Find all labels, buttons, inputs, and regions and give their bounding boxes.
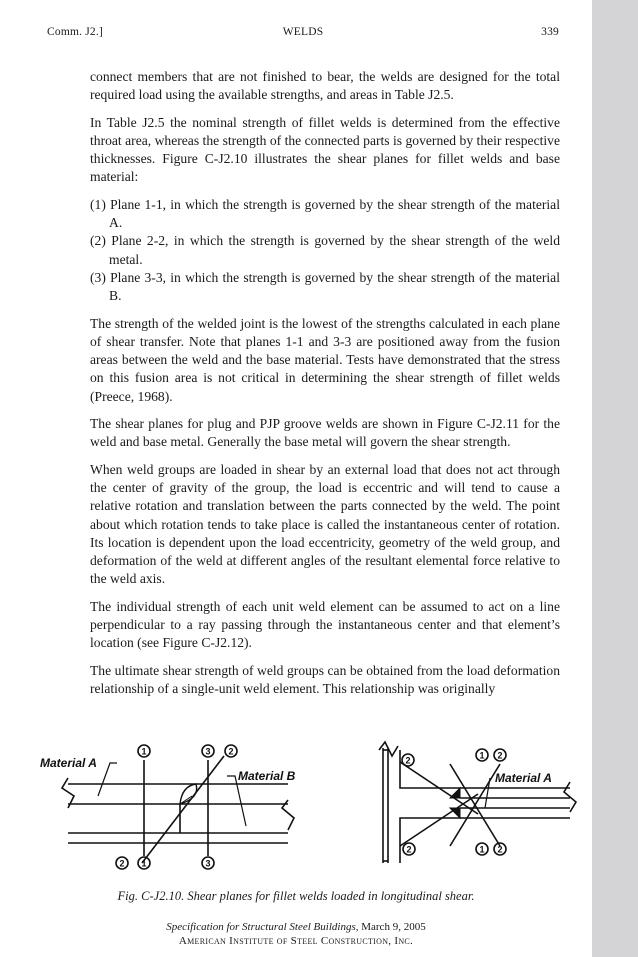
shear-plane-list (90, 196, 560, 306)
footer-date: March 9, 2005 (358, 921, 426, 933)
plane-label-2: 2 (497, 844, 503, 855)
list-item: (2) Plane 2-2, in which the strength is governed by the shear strength of the weld metal. (90, 233, 560, 267)
paragraph: The individual strength of each unit weld element can be assumed to act on a line perpendicular to a ray passing through the instantaneous center and that element’s location (see Figure C-J2.12). (90, 598, 560, 651)
footer-publisher: American Institute of Steel Construction, Inc. (178, 935, 414, 947)
paragraph: When weld groups are loaded in shear by an external load that does not act through the center of gravity of the group, the load is eccentric and will tend to cause a relative rotation and translation between the parts connected by the weld. The point about which rotation tends to take place is called the instantaneous center of rotation. Its location is dependent upon the load eccentricity, geometry of the weld group, and deformation of the weld at different angles of the resultant elemental force relative to the weld axis. (90, 461, 560, 587)
list-item: (1) Plane 1-1, in which the strength is governed by the shear strength of the material A. (90, 196, 560, 231)
plane-label-1: 1 (141, 746, 147, 757)
footer-spec-title: Specification for Structural Steel Buildings, (166, 921, 359, 933)
paragraph: The ultimate shear strength of weld groups can be obtained from the load deformation relationship of a single-unit weld element. This relationship was originally (90, 662, 560, 696)
body-text (90, 68, 560, 707)
paragraph: The strength of the welded joint is the lowest of the strengths calculated in each plane of shear transfer. Note that planes 1-1 and 3-3 are positioned away from the fusion areas between the weld and the base material. Tests have demonstrated that the stress on this fusion area is not critical in determining the shear strength of fillet welds (Preece, 1968). (90, 315, 560, 404)
plane-label-1: 1 (479, 844, 485, 855)
paragraph: In Table J2.5 the nominal strength of fillet welds is determined from the effective throat area, whereas the strength of the connected parts is governed by their respective thicknesses. Figure C-J2.10 illustrates the shear planes for fillet welds and base material: (90, 114, 560, 185)
paragraph: The shear planes for plug and PJP groove welds are shown in Figure C-J2.11 for the weld and base metal. Generally the base metal will govern the shear strength. (90, 416, 560, 450)
plane-label-2: 2 (228, 746, 234, 757)
label-material-a: Material A (40, 756, 97, 770)
plane-label-2: 2 (405, 755, 411, 766)
plane-label-2: 2 (119, 858, 125, 869)
plane-label-3: 3 (205, 746, 211, 757)
figure-caption: Fig. C-J2.10. Shear planes for fillet welds loaded in longitudinal shear. (117, 889, 475, 903)
label-material-a-right: Material A (495, 771, 552, 785)
plane-label-3: 3 (205, 858, 211, 869)
list-item: (3) Plane 3-3, in which the strength is governed by the shear strength of the material B. (90, 269, 560, 304)
footer-line-1 (0, 920, 592, 934)
page-sidebar (592, 0, 638, 957)
running-header (47, 26, 559, 42)
page-footer (0, 920, 592, 948)
plane-label-1: 1 (479, 750, 485, 761)
plane-label-2: 2 (406, 844, 412, 855)
header-section-ref: Comm. J2.] (47, 26, 103, 38)
page-number: 339 (541, 26, 559, 38)
paragraph: connect members that are not finished to bear, the welds are designed for the total required load using the available strengths, and areas in Table J2.5. (90, 69, 560, 103)
figure-shear-planes (30, 738, 582, 878)
plane-label-2: 2 (497, 750, 503, 761)
plane-label-1: 1 (141, 858, 147, 869)
shear-plane-diagram (30, 738, 582, 878)
label-material-b: Material B (238, 769, 296, 783)
header-chapter-title: WELDS (282, 26, 324, 38)
